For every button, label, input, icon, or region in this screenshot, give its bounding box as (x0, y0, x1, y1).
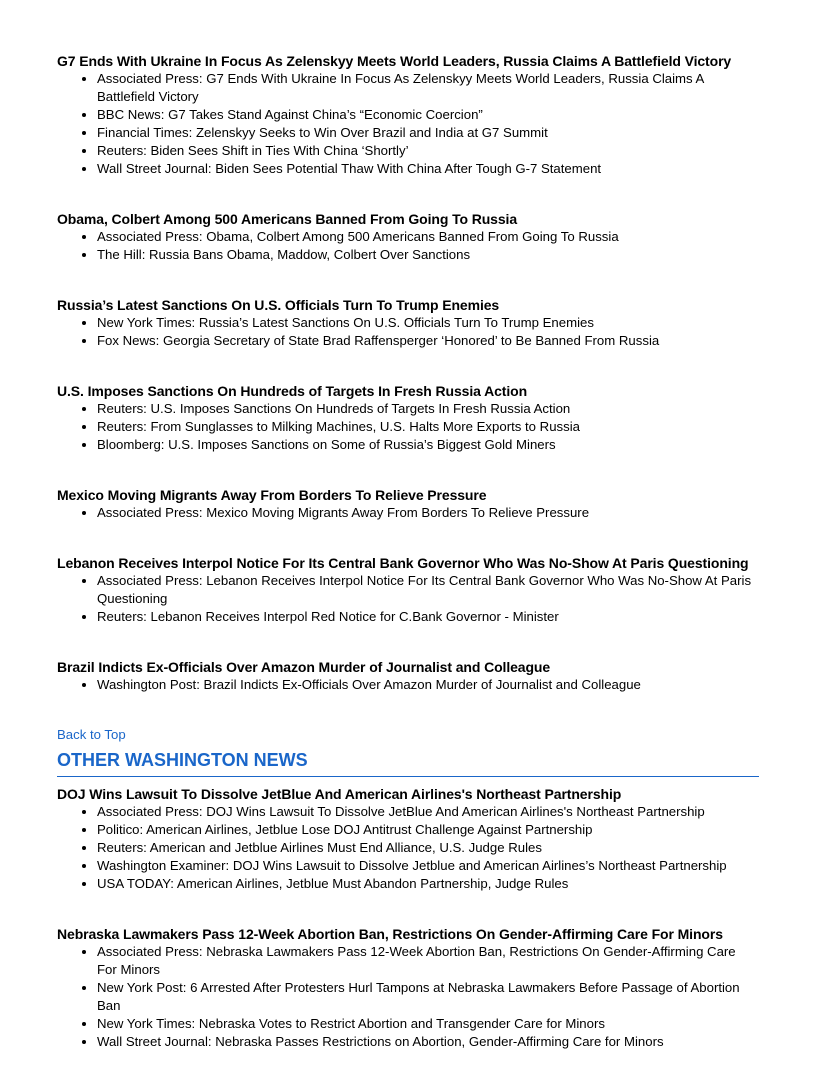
world-news-stories (57, 52, 759, 694)
source-article-link[interactable]: Washington Post: Brazil Indicts Ex-Officials Over Amazon Murder of Journalist and Colleague (97, 677, 641, 692)
list-item (97, 436, 759, 454)
list-item (97, 857, 759, 875)
list-item (97, 821, 759, 839)
story-headline: G7 Ends With Ukraine In Focus As Zelenskyy Meets World Leaders, Russia Claims A Battlefield Victory (57, 53, 732, 69)
story-headline: Lebanon Receives Interpol Notice For Its Central Bank Governor Who Was No-Show At Paris Questioning (57, 555, 749, 571)
story-source-list (57, 803, 759, 893)
list-item (97, 676, 759, 694)
list-item (97, 124, 759, 142)
list-item (97, 839, 759, 857)
list-item (97, 1033, 759, 1051)
source-article-link[interactable]: New York Times: Nebraska Votes to Restrict Abortion and Transgender Care for Minors (97, 1016, 605, 1031)
list-item (97, 943, 759, 979)
news-story (57, 658, 759, 694)
list-item (97, 332, 759, 350)
news-story (57, 296, 759, 350)
news-story (57, 925, 759, 1051)
list-item (97, 228, 759, 246)
list-item (97, 1015, 759, 1033)
story-source-list (57, 943, 759, 1051)
news-story (57, 785, 759, 893)
story-source-list (57, 400, 759, 454)
story-source-list (57, 70, 759, 178)
news-story (57, 486, 759, 522)
source-article-link[interactable]: Reuters: American and Jetblue Airlines Must End Alliance, U.S. Judge Rules (97, 840, 542, 855)
list-item (97, 246, 759, 264)
news-story (57, 210, 759, 264)
source-article-link[interactable]: Associated Press: Obama, Colbert Among 500 Americans Banned From Going To Russia (97, 229, 619, 244)
list-item (97, 572, 759, 608)
source-article-link[interactable]: Wall Street Journal: Nebraska Passes Restrictions on Abortion, Gender-Affirming Care for Minors (97, 1034, 664, 1049)
newsletter-page (57, 52, 759, 1083)
source-article-link[interactable]: BBC News: G7 Takes Stand Against China’s “Economic Coercion” (97, 107, 483, 122)
story-source-list (57, 314, 759, 350)
story-headline: Mexico Moving Migrants Away From Borders To Relieve Pressure (57, 487, 487, 503)
story-headline: DOJ Wins Lawsuit To Dissolve JetBlue And American Airlines's Northeast Partnership (57, 786, 622, 802)
source-article-link[interactable]: Associated Press: Mexico Moving Migrants Away From Borders To Relieve Pressure (97, 505, 590, 520)
news-story (57, 52, 759, 178)
source-article-link[interactable]: Associated Press: G7 Ends With Ukraine In Focus As Zelenskyy Meets World Leaders, Russia Claims A Battlefield Victory (97, 71, 704, 104)
source-article-link[interactable]: Financial Times: Zelenskyy Seeks to Win Over Brazil and India at G7 Summit (97, 125, 548, 140)
list-item (97, 803, 759, 821)
list-item (97, 875, 759, 893)
list-item (97, 70, 759, 106)
list-item (97, 160, 759, 178)
list-item (97, 504, 759, 522)
source-article-link[interactable]: Wall Street Journal: Biden Sees Potential Thaw With China After Tough G-7 Statement (97, 161, 602, 176)
source-article-link[interactable]: Reuters: U.S. Imposes Sanctions On Hundreds of Targets In Fresh Russia Action (97, 401, 571, 416)
source-article-link[interactable]: New York Times: Russia’s Latest Sanctions On U.S. Officials Turn To Trump Enemies (97, 315, 594, 330)
story-source-list (57, 228, 759, 264)
source-article-link[interactable]: USA TODAY: American Airlines, Jetblue Must Abandon Partnership, Judge Rules (97, 876, 569, 891)
section-title-other-washington-news: OTHER WASHINGTON NEWS (57, 748, 759, 777)
source-article-link[interactable]: Associated Press: Lebanon Receives Interpol Notice For Its Central Bank Governor Who Was No-Show At Paris Questioning (97, 573, 752, 606)
source-article-link[interactable]: Washington Examiner: DOJ Wins Lawsuit to Dissolve Jetblue and American Airlines’s Northeast Partnership (97, 858, 727, 873)
story-headline: Russia’s Latest Sanctions On U.S. Officials Turn To Trump Enemies (57, 297, 500, 313)
list-item (97, 608, 759, 626)
source-article-link[interactable]: Politico: American Airlines, Jetblue Lose DOJ Antitrust Challenge Against Partnership (97, 822, 593, 837)
back-to-top-link[interactable]: Back to Top (57, 727, 126, 742)
story-source-list (57, 676, 759, 694)
source-article-link[interactable]: New York Post: 6 Arrested After Protesters Hurl Tampons at Nebraska Lawmakers Before Passage of Abortion Ban (97, 980, 740, 1013)
source-article-link[interactable]: The Hill: Russia Bans Obama, Maddow, Colbert Over Sanctions (97, 247, 471, 262)
news-story (57, 554, 759, 626)
source-article-link[interactable]: Reuters: Biden Sees Shift in Ties With China ‘Shortly’ (97, 143, 409, 158)
source-article-link[interactable]: Fox News: Georgia Secretary of State Brad Raffensperger ‘Honored’ to Be Banned From Russia (97, 333, 660, 348)
list-item (97, 979, 759, 1015)
source-article-link[interactable]: Reuters: Lebanon Receives Interpol Red Notice for C.Bank Governor - Minister (97, 609, 559, 624)
list-item (97, 314, 759, 332)
story-source-list (57, 572, 759, 626)
story-headline: Nebraska Lawmakers Pass 12-Week Abortion Ban, Restrictions On Gender-Affirming Care For Minors (57, 926, 723, 942)
story-headline: Brazil Indicts Ex-Officials Over Amazon Murder of Journalist and Colleague (57, 659, 551, 675)
story-headline: Obama, Colbert Among 500 Americans Banned From Going To Russia (57, 211, 518, 227)
news-story (57, 382, 759, 454)
story-headline: U.S. Imposes Sanctions On Hundreds of Targets In Fresh Russia Action (57, 383, 528, 399)
list-item (97, 106, 759, 124)
source-article-link[interactable]: Associated Press: DOJ Wins Lawsuit To Dissolve JetBlue And American Airlines's Northeast Partnership (97, 804, 705, 819)
list-item (97, 418, 759, 436)
source-article-link[interactable]: Associated Press: Nebraska Lawmakers Pass 12-Week Abortion Ban, Restrictions On Gender-Affirming Care For Minors (97, 944, 736, 977)
list-item (97, 142, 759, 160)
list-item (97, 400, 759, 418)
source-article-link[interactable]: Bloomberg: U.S. Imposes Sanctions on Some of Russia’s Biggest Gold Miners (97, 437, 556, 452)
other-washington-news-stories (57, 785, 759, 1051)
source-article-link[interactable]: Reuters: From Sunglasses to Milking Machines, U.S. Halts More Exports to Russia (97, 419, 580, 434)
story-source-list (57, 504, 759, 522)
